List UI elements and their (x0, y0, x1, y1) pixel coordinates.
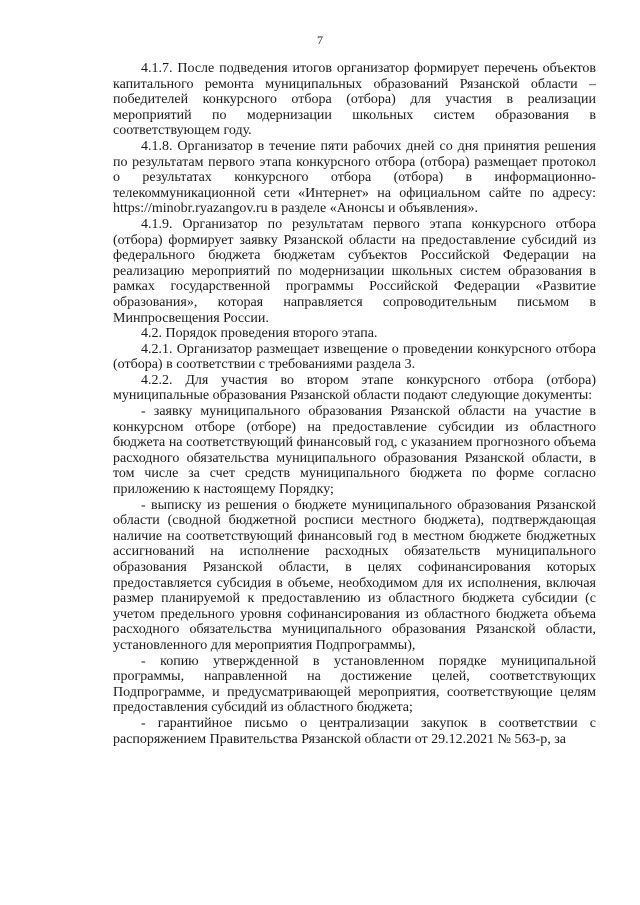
paragraph-4-1-9: 4.1.9. Организатор по результатам первого этапа конкурсного отбора (отбора) формирует заявку Рязанской области на предоставление субсидий из федерального бюджета бюджетам субъектов Российской Федерации на реализацию мероприятий по модернизации школьных систем образования в рамках государственной программы Российской Федерации «Развитие образования», которая направляется сопроводительным письмом в Минпросвещения России. (113, 216, 596, 326)
paragraph-4-1-7: 4.1.7. После подведения итогов организатор формирует перечень объектов капитального ремонта муниципальных образований Рязанской области – победителей конкурсного отбора (отбора) для участия в реализации мероприятий по модернизации школьных систем образования в соответствующем году. (113, 61, 596, 139)
list-item-guarantee-letter: - гарантийное письмо о централизации закупок в соответствии с распоряжением Правительства Рязанской области от 29.12.2021 № 563-р, за (113, 715, 596, 747)
paragraph-4-2-1: 4.2.1. Организатор размещает извещение о проведении конкурсного отбора (отбора) в соответствии с требованиями раздела 3. (113, 341, 596, 373)
page-number: 7 (317, 33, 323, 47)
list-item-budget-extract: - выписку из решения о бюджете муниципального образования Рязанской области (сводной бюджетной росписи местного бюджета), подтверждающая наличие на соответствующий финансовый год в местном бюджете бюджетных ассигнований на исполнение расходных обязательств муниципального образования Рязанской области, в целях софинансирования которых предоставляется субсидия в объеме, необходимом для их исполнения, включая размер планируемой к предоставлению из областного бюджета субсидии (с учетом предельного уровня софинансирования из областного бюджета объема расходного обязательства муниципального образования Рязанской области, установленного для мероприятия Подпрограммы), (113, 497, 596, 653)
paragraph-4-2-2: 4.2.2. Для участия во втором этапе конкурсного отбора (отбора) муниципальные образования Рязанской области подают следующие документы: (113, 372, 596, 404)
list-item-program-copy: - копию утвержденной в установленном порядке муниципальной программы, направленной на достижение целей, соответствующих Подпрограмме, и предусматривающей мероприятия, соответствующие целям предоставления субсидий из областного бюджета; (113, 653, 596, 716)
paragraph-4-1-8: 4.1.8. Организатор в течение пяти рабочих дней со дня принятия решения по результатам первого этапа конкурсного отбора (отбора) размещает протокол о результатах конкурсного отбора (отбора) в информационно-телекоммуникационной сети «Интернет» на официальном сайте по адресу: https://minobr.ryazangov.ru в разделе «Анонсы и объявления». (113, 138, 596, 217)
list-item-application: - заявку муниципального образования Рязанской области на участие в конкурсном отборе (отборе) на предоставление субсидии из областного бюджета на соответствующий финансовый год, с указанием прогнозного объема расходного обязательства муниципального образования Рязанской области, в том числе за счет средств муниципального бюджета по форме согласно приложению к настоящему Порядку; (113, 404, 596, 498)
document-body (113, 61, 596, 747)
paragraph-4-2: 4.2. Порядок проведения второго этапа. (141, 326, 378, 342)
